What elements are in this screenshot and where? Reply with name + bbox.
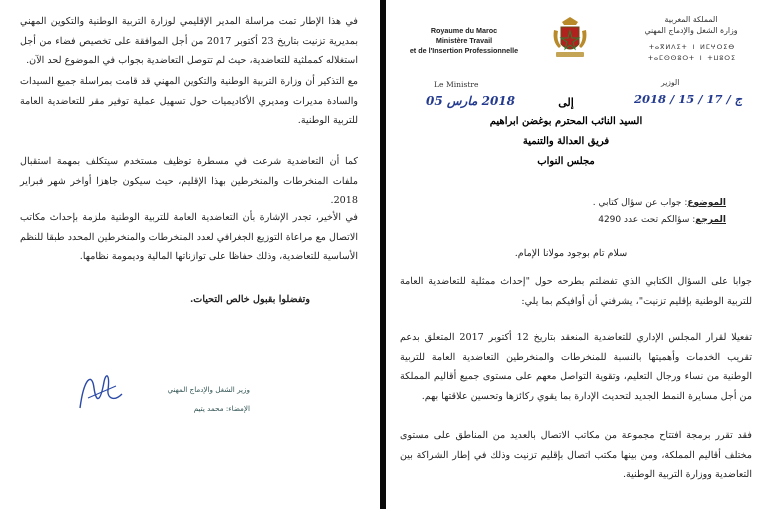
letter-page-first (386, 0, 768, 509)
minister-label-ar: الوزير (661, 78, 680, 87)
subject-label: الموضوع (687, 198, 726, 208)
letter-page-continuation (0, 0, 380, 509)
reference-label: المرجع (695, 215, 726, 225)
date-stamp-right: 2018 / 15 / ج / 17 (634, 92, 743, 106)
minister-label-fr: Le Ministre (434, 80, 479, 89)
body-paragraph-2: تفعيلا لقرار المجلس الإداري للتعاضدية المنعقد بتاريخ 12 أكتوبر 2017 المتعلق بدعم تقريب الخدمات وأهميتها بالنسبة للمنخرطات والمنخرطين التعاضدية العامة للتربية الوطنية من نساء ورجال التعليم، وتقوية التواصل معهم على مستوى جميع أقاليم المملكة من أجل مسايرة النمط الجديد لتحديث الإدارة بما يقوي ركائزها وتحسين علاقتها بهم. (400, 332, 752, 402)
reference-text: : سؤالكم تحت عدد 4290 (598, 215, 696, 225)
paragraph-1: في هذا الإطار تمت مراسلة المدير الإقليمي لوزارة التربية الوطنية والتكوين المهني بمديرية تزنيت بتاريخ 23 أكتوبر 2017 من أجل الموافقة على تخصيص فضاء من أجل استغلاله كمملثية للتعاضدية، حيث لم تتوصل التعاضدية بجواب في الموضوع لحد الآن. (20, 16, 358, 67)
recipient-group: فريق العدالة والتنمية (522, 136, 610, 147)
paragraph-2: مع التذكير أن وزارة التربية الوطنية والتكوين المهني قد قامت بمراسلة جميع السيدات والسادة مديرات ومديري الأكاديميات حول تسهيل عملية توفير مقر للتعاضدية العامة للتربية الوطنية. (20, 76, 358, 127)
body-paragraph-1: جوابا على السؤال الكتابي الذي تفضلتم بطرحه حول "إحداث ممثلية للتعاضدية العامة للتربية الوطنية بإقليم تزنيت"، يشرفني أن أوافيكم بما يلي: (400, 276, 752, 307)
header-fr-line-2: Ministère Travail (435, 36, 493, 45)
header-french (394, 26, 534, 56)
paragraph-3: كما أن التعاضدية شرعت في مسطرة توظيف مستخدم سيتكلف بمهمة استقبال ملفات المنخرطات والمنخرطين بهذا الإقليم، حيث سيكون جاهزا أواخر شهر فبراير 2018. (20, 156, 358, 207)
header-tifinagh-line-2: ⵜⴰⵎⵙⵙⵓⵔⵜ ⵏ ⵜⵡⵓⵔⵉ (647, 54, 737, 62)
header-fr-line-3: et de l'Insertion Professionnelle (409, 46, 519, 55)
header-fr-line-1: Royaume du Maroc (430, 26, 498, 35)
body-paragraph-3: فقد تقرر برمجة افتتاح مجموعة من مكاتب الاتصال بالعديد من المناطق على مستوى مختلف أقاليم المملكة، ومن بينها مكتب اتصال بإقليم تزنيت وذلك في إطار الشراكة بين التعاضدية ووزارة التربية الوطنية. (400, 430, 752, 481)
to-label: إلى (558, 96, 574, 109)
reference-line (536, 215, 726, 225)
paragraph-4: في الأخير، تجدر الإشارة بأن التعاضدية العامة للتربية الوطنية ملزمة بإحداث مكاتب الاتصال مع مراعاة التوزيع الجغرافي لعدد المنخرطات والمنخرطين المحدد طبقا للنظم الأساسية للتعاضدية، وذلك حفاظا على توازناتها المالية وديمومة نظامها. (20, 212, 358, 263)
signature-name: الإمضاء: محمد يتيم (193, 404, 250, 413)
header-arabic (626, 14, 756, 36)
signature-scribble (70, 368, 130, 414)
subject-line (536, 198, 726, 208)
date-stamp-left: 2018 مارس 05 (426, 94, 515, 108)
greeting: سلام تام بوجود مولانا الإمام. (514, 248, 628, 259)
header-ar-line-1: المملكة المغربية (664, 15, 718, 24)
header-tifinagh-line-1: ⵜⴰⴳⵍⴷⵉⵜ ⵏ ⵍⵎⵖⵔⵉⴱ (648, 43, 735, 51)
recipient-institution: مجلس النواب (537, 156, 595, 167)
closing-line: وتفضلوا بقبول خالص التحيات. (189, 294, 310, 305)
recipient-name: السيد النائب المحترم بوغضن ابراهيم (489, 116, 643, 127)
signature-title: وزير الشغل والإدماج المهني (167, 385, 250, 394)
subject-text: : جواب عن سؤال كتابي . (592, 198, 688, 208)
header-ar-line-2: وزارة الشغل والإدماج المهني (644, 26, 738, 35)
moroccan-coat-of-arms-icon (550, 16, 590, 62)
